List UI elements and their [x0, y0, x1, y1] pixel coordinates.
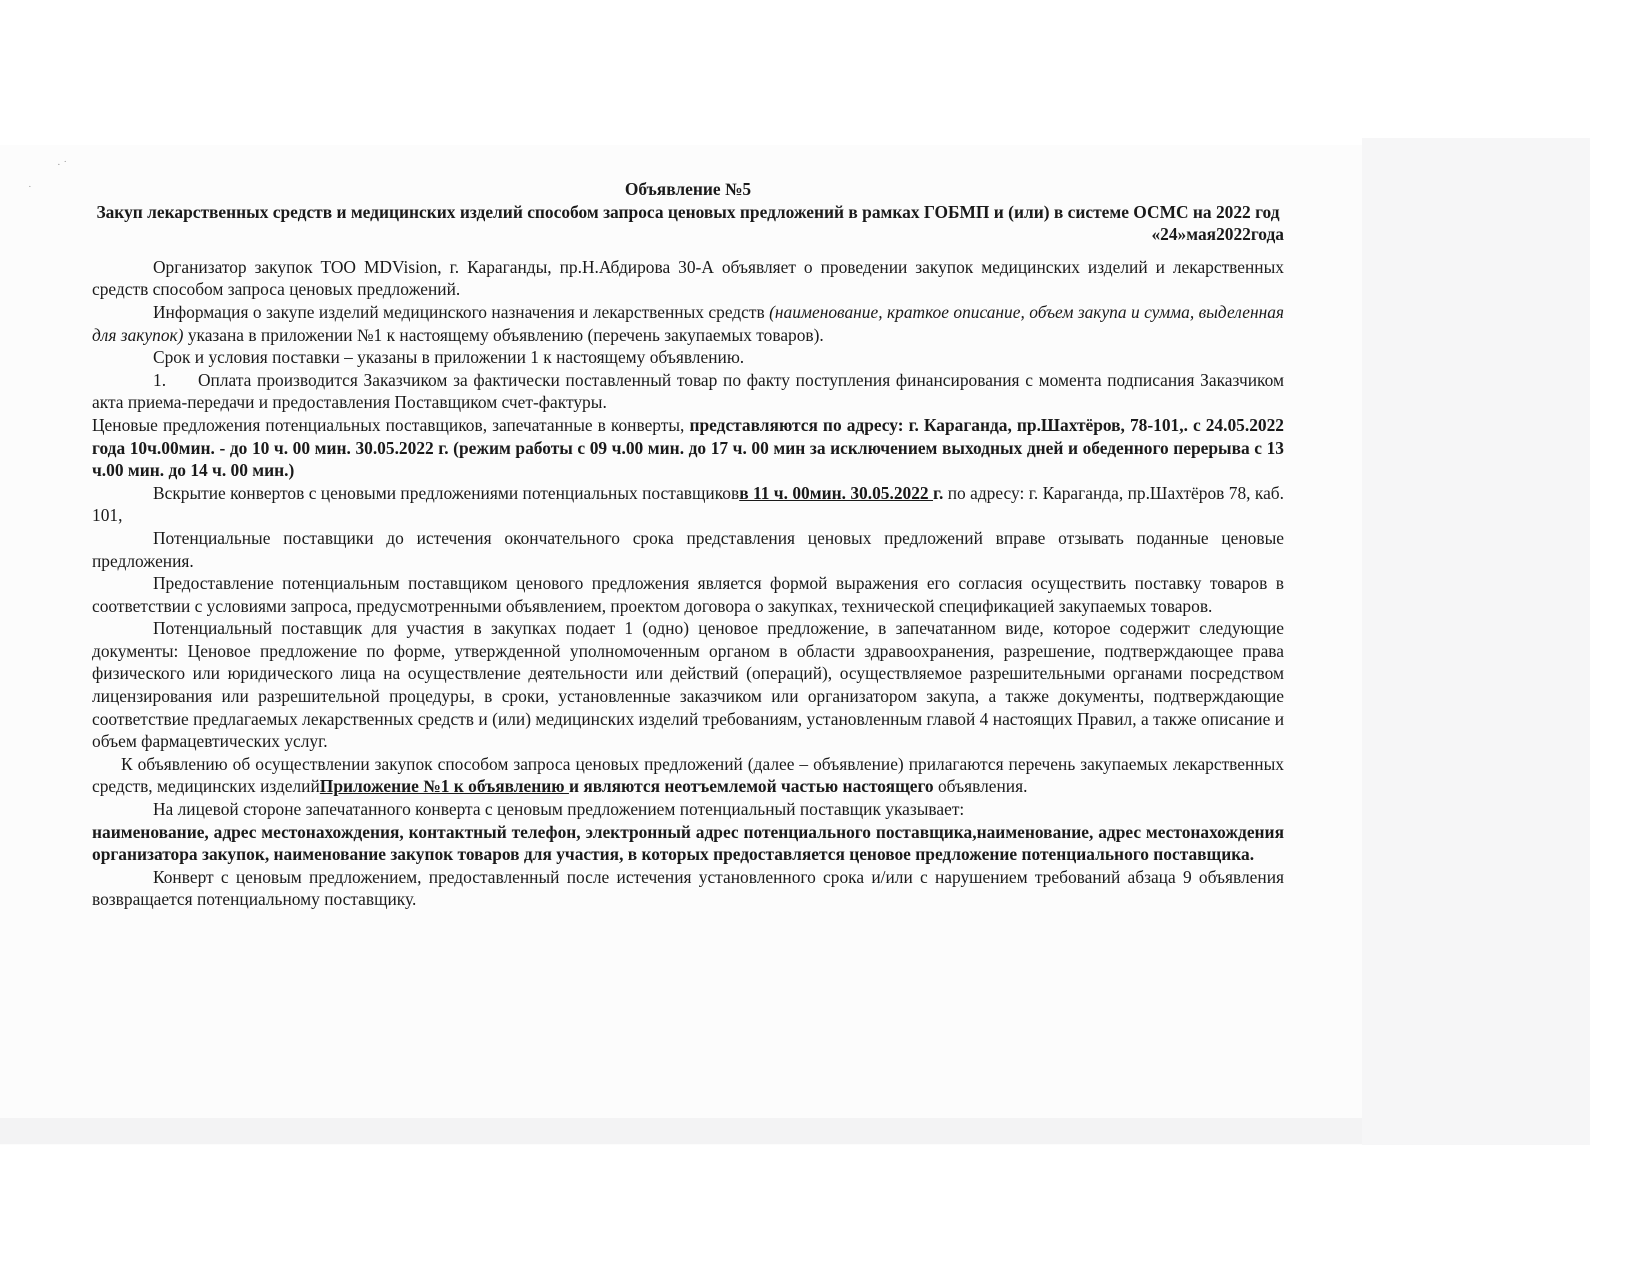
- text-run: по адресу: г. Караганда, пр.Шахтёров 78, каб. 101,: [92, 482, 1284, 526]
- scan-shadow-band: [1362, 138, 1590, 1145]
- document-title: Объявление №5: [624, 179, 752, 199]
- paragraph-documents: Потенциальный поставщик для участия в закупках подает 1 (одно) ценовое предложение, в запечатанном виде, которое содержит следующие документы: Ценовое предложение по форме, утвержденной уполномоченным органом в области здравоохранения, разрешение, подтверждающее права физического или юридического лица на осуществление деятельности или действий (операций), осуществляемое разрешительными органами посредством лицензирования или разрешительной процедуры, в сроки, установленные заказчиком или организатором закупа, а также документы, подтверждающие соответствие предлагаемых лекарственных средств и (или) медицинских изделий требованиям, установленным главой 4 настоящих Правил, а также описание и объем фармацевтических услуг.: [92, 618, 1284, 752]
- paragraph-envelope-details: наименование, адрес местонахождения, контактный телефон, электронный адрес потенциального поставщика,наименование, адрес местонахождения организатора закупок, наименование закупок товаров для участия, в которых предоставляется ценовое предложение потенциального поставщика.: [92, 821, 1284, 865]
- scan-speck: ˙: [28, 184, 32, 196]
- text-run-italic: (наименование, краткое описание, объем закупа и сумма, выделенная для закупок): [92, 301, 1284, 345]
- text-run-bold-underlined: в 11 ч. 00мин. 30.05.2022: [739, 482, 934, 503]
- text-run-bold: г.: [933, 482, 944, 503]
- text-run: объявления.: [933, 776, 1028, 797]
- text-run-bold: представляются по адресу: г. Караганда, пр.Шахтёров, 78-101,. с 24.05.2022 года 10ч.00мин. - до 10 ч. 00 мин. 30.05.2022 г. (режим работы с 09 ч.00 мин. до 17 ч. 00 мин за исключением выходных дней и обеденного перерыва с 13 ч.00 мин. до 14 ч. 00 мин.): [92, 414, 1284, 481]
- paragraph-late-return: Конверт с ценовым предложением, предоставленный после истечения установленного срока и/или с нарушением требований абзаца 9 объявления возвращается потенциальному поставщику.: [92, 866, 1284, 910]
- scan-speck: · ˙: [57, 159, 68, 171]
- paragraph-attachments: [92, 753, 1284, 798]
- text-run: Ценовые предложения потенциальных поставщиков, запечатанные в конверты,: [92, 414, 690, 435]
- paragraph-consent: Предоставление потенциальным поставщиком ценового предложения является формой выражения его согласия осуществить поставку товаров в соответствии с условиями запроса, предусмотренными объявлением, проектом договора о закупках, технической спецификацией закупаемых товаров.: [92, 573, 1284, 616]
- text-run-bold-underlined: Приложение №1 к объявлению: [319, 776, 569, 797]
- document-date: «24»мая2022года: [1151, 224, 1284, 245]
- paragraph-payment: [92, 369, 1284, 414]
- text-run: Информация о закупе изделий медицинского назначения и лекарственных средств: [153, 301, 770, 322]
- paragraph-delivery-terms: Срок и условия поставки – указаны в приложении 1 к настоящему объявлению.: [153, 347, 745, 368]
- list-number: 1.: [153, 369, 167, 390]
- paragraph-procurement-info: [92, 301, 1284, 346]
- text-run: Вскрытие конвертов с ценовыми предложениями потенциальных поставщиков: [153, 482, 740, 503]
- text-run: указана в приложении №1 к настоящему объявлению (перечень закупаемых товаров).: [183, 324, 824, 345]
- paragraph-submission: [92, 414, 1284, 482]
- paragraph-organizer: Организатор закупок ТОО MDVision, г. Караганды, пр.Н.Абдирова 30-А объявляет о проведении закупок медицинских изделий и лекарственных средств способом запроса ценовых предложений.: [92, 256, 1284, 300]
- paragraph-withdrawal: Потенциальные поставщики до истечения окончательного срока представления ценовых предложений вправе отзывать поданные ценовые предложения.: [92, 527, 1284, 571]
- document-body: [92, 178, 1284, 911]
- text-run: Оплата производится Заказчиком за фактически поставленный товар по факту поступления финансирования с момента подписания Заказчиком акта приема-передачи и предоставления Поставщиком счет-фактуры.: [92, 369, 1284, 413]
- paragraph-envelope-front: На лицевой стороне запечатанного конверта с ценовым предложением потенциальный поставщик указывает:: [153, 799, 965, 820]
- scan-bottom-edge: [0, 1118, 1362, 1144]
- text-run-bold: и являются неотъемлемой частью настоящего: [568, 776, 934, 797]
- text-run: К объявлению об осуществлении закупок способом запроса ценовых предложений (далее – объявление) прилагаются перечень закупаемых лекарственных средств, медицинских изделий: [92, 753, 1284, 797]
- document-subtitle: Закуп лекарственных средств и медицинских изделий способом запроса ценовых предложений в рамках ГОБМП и (или) в системе ОСМС на 2022 год: [96, 201, 1280, 222]
- paragraph-opening: [92, 482, 1284, 527]
